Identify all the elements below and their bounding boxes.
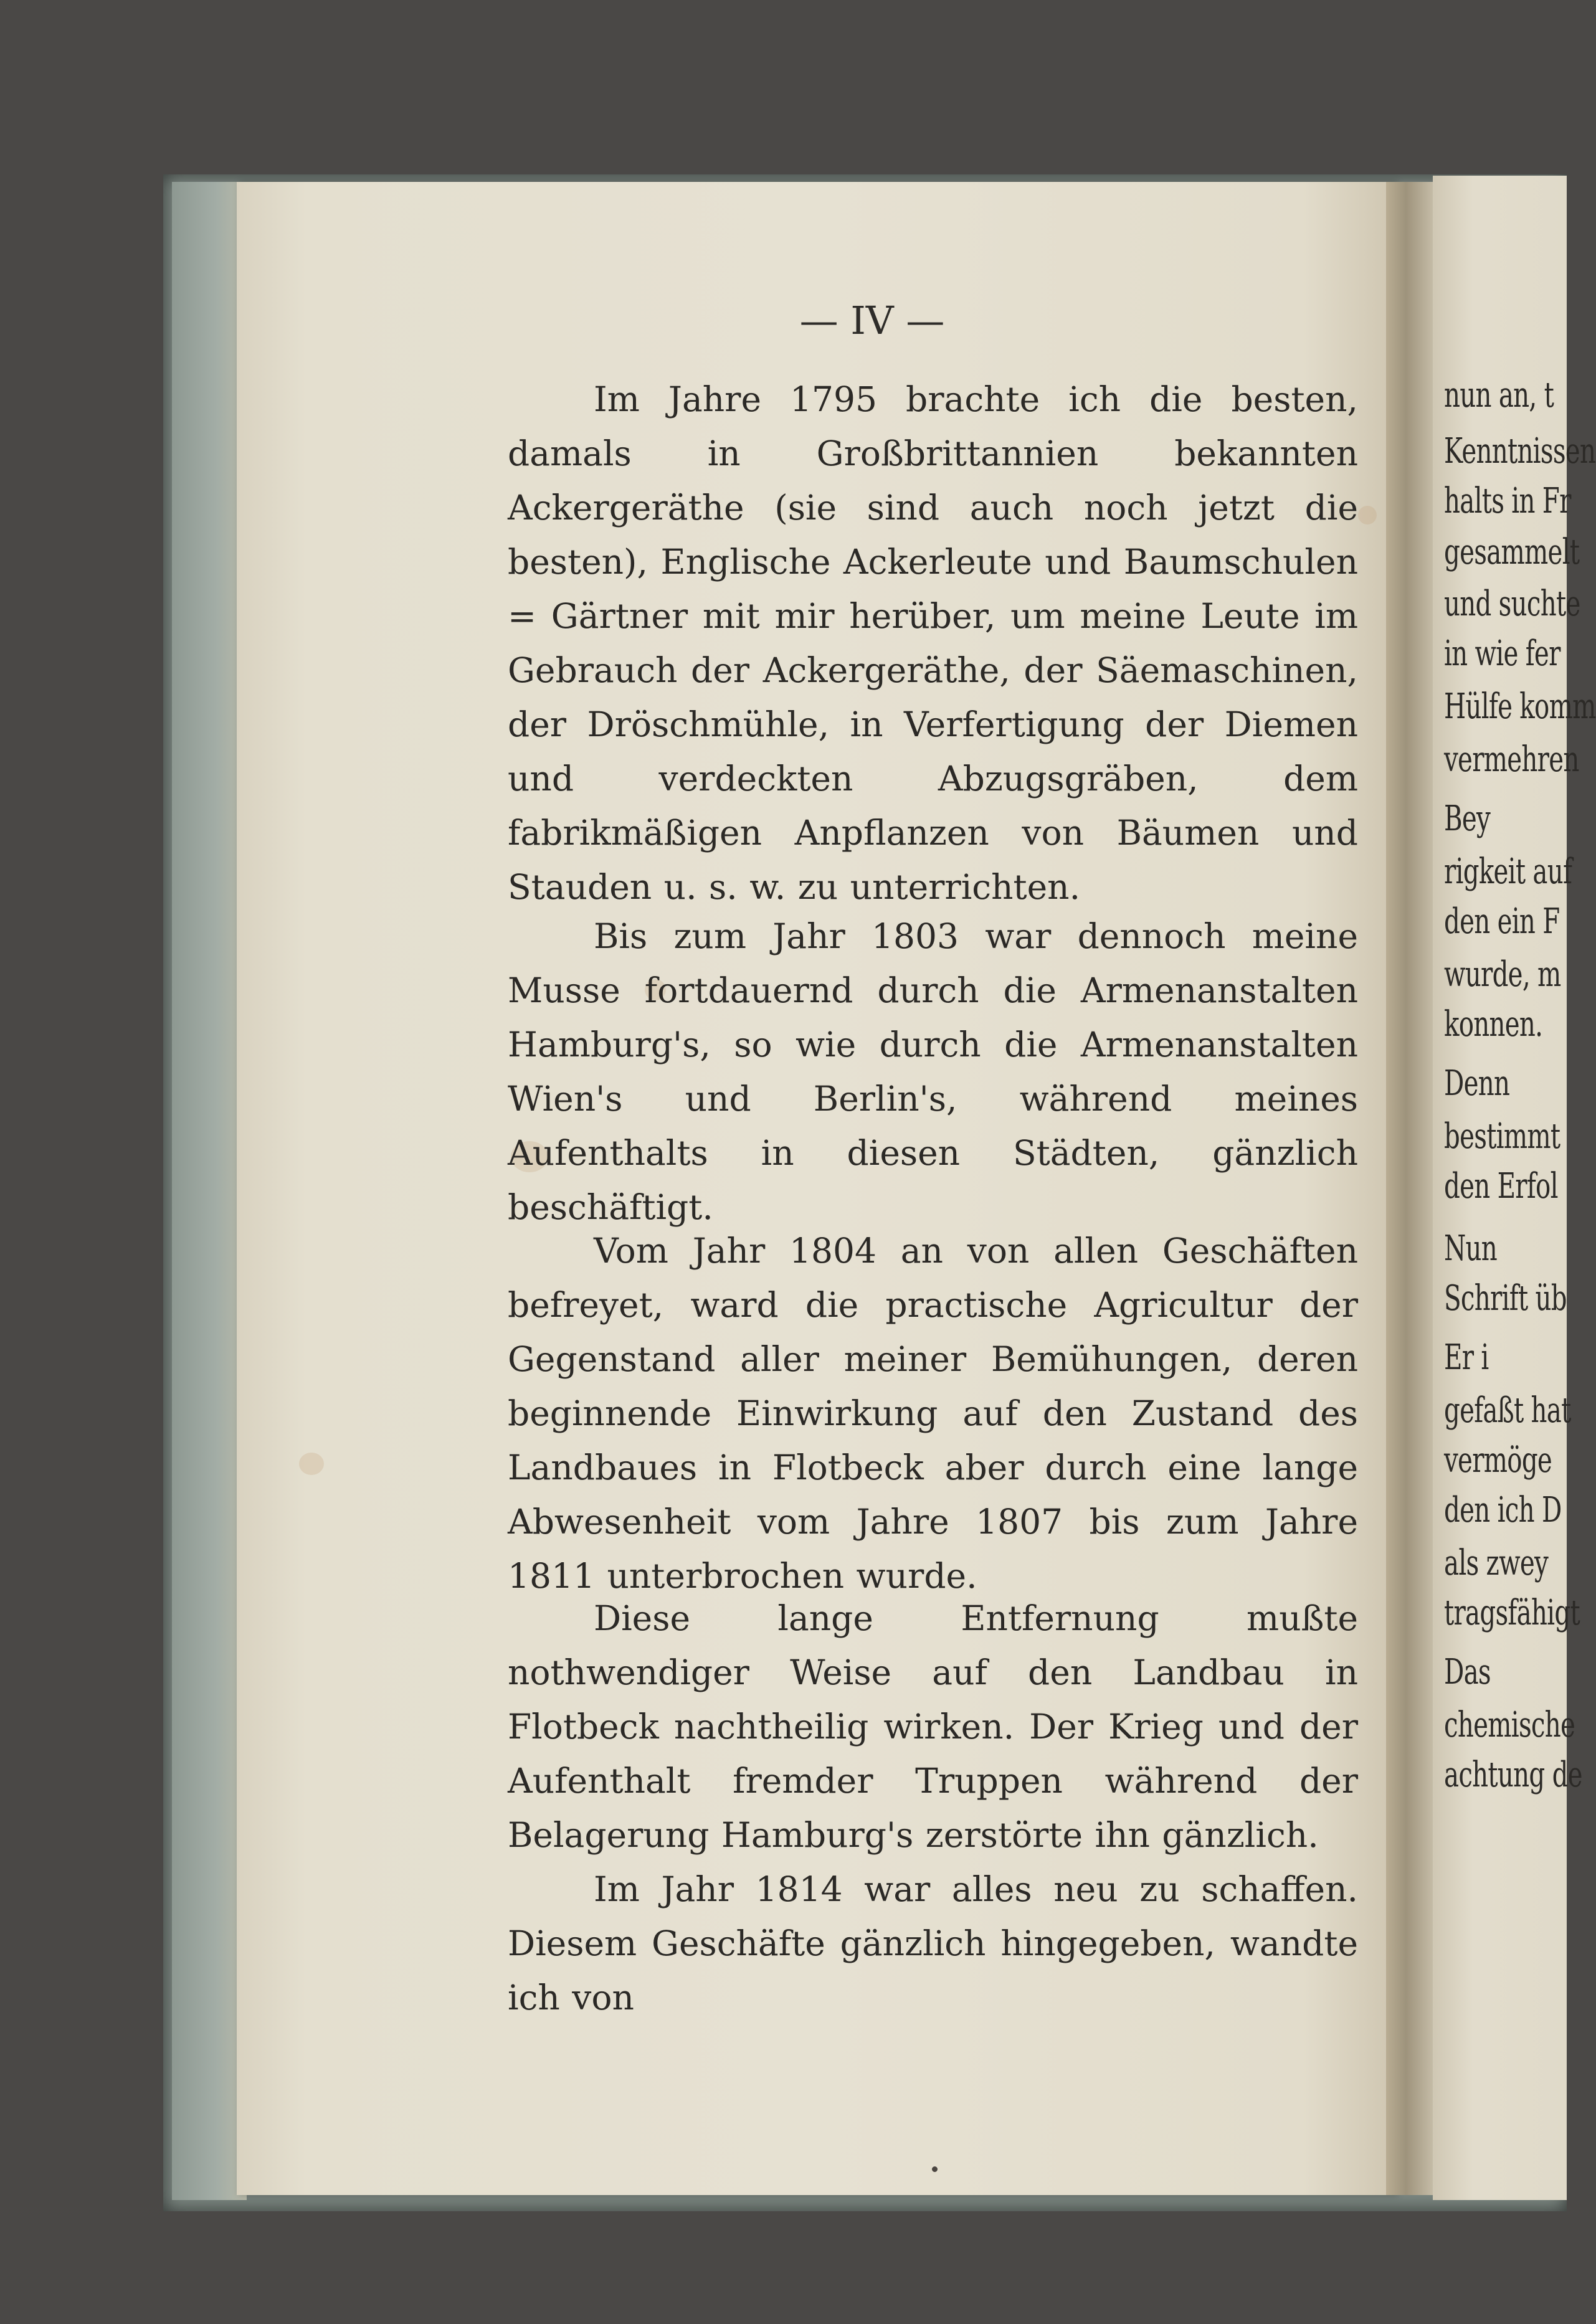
adjacent-page-line: den ich D bbox=[1444, 1490, 1562, 1530]
adjacent-page-line: Denn bbox=[1444, 1063, 1510, 1104]
adjacent-page-line: nun an, t bbox=[1444, 375, 1554, 415]
adjacent-page-line: Hülfe komm bbox=[1444, 686, 1596, 727]
book-gutter bbox=[1386, 182, 1436, 2195]
adjacent-page-line: Er i bbox=[1444, 1337, 1489, 1378]
adjacent-page-line: gefaßt hat bbox=[1444, 1390, 1571, 1431]
adjacent-page-line: den ein F bbox=[1444, 901, 1560, 942]
adjacent-page-line: wurde, m bbox=[1444, 954, 1561, 995]
adjacent-page-line: als zwey bbox=[1444, 1543, 1549, 1583]
adjacent-page-line: halts in Fr bbox=[1444, 481, 1571, 521]
paragraph-2: Bis zum Jahr 1803 war dennoch meine Musse fortdauernd durch die Armenanstalten Hamburg's, so wie durch die Armenanstalten Wien's und Berlin's, während meines Aufenthalts in diesen Städten, gänzlich beschäftigt. bbox=[508, 916, 1358, 1227]
adjacent-page-line: Bey bbox=[1444, 799, 1491, 839]
foxing-spot bbox=[299, 1453, 324, 1475]
adjacent-page-line: in wie fer bbox=[1444, 633, 1560, 674]
adjacent-page-line: und suchte bbox=[1444, 584, 1580, 624]
paragraph-4: Diese lange Entfernung mußte nothwendiger Weise auf den Landbau in Flotbeck nachtheilig wirken. Der Krieg und der Aufenthalt fremder Truppen während der Belagerung Hamburg's zerstörte ihn gänzlich. bbox=[508, 1598, 1358, 1855]
adjacent-page-line: vermehren bbox=[1444, 739, 1579, 780]
adjacent-page-line: Kenntnissen bbox=[1444, 431, 1596, 472]
adjacent-page-line: Schrift üb bbox=[1444, 1278, 1567, 1319]
adjacent-page-line: bestimmt bbox=[1444, 1116, 1560, 1157]
foxing-spot bbox=[1358, 506, 1377, 524]
paragraph-5: Im Jahr 1814 war alles neu zu schaffen. Diesem Geschäfte gänzlich hingegeben, wandte ich von bbox=[508, 1869, 1358, 2018]
ink-dot bbox=[932, 2166, 938, 2172]
adjacent-page-line: Nun bbox=[1444, 1228, 1498, 1269]
adjacent-page-line: vermöge bbox=[1444, 1440, 1552, 1481]
adjacent-page-line: chemische bbox=[1444, 1705, 1575, 1745]
adjacent-page bbox=[1433, 176, 1596, 2200]
paragraph-1: Im Jahre 1795 brachte ich die besten, damals in Großbrittannien bekannten Ackergeräthe (sie sind auch noch jetzt die besten), Englische Ackerleute und Baumschulen = Gärtner mit mir herüber, um meine Leute im Gebrauch der Ackergeräthe, der Säemaschinen, der Dröschmühle, in Verfertigung der Diemen und verdeckten Abzugsgräben, dem fabrikmäßigen Anpflanzen von Bäumen und Stauden u. s. w. zu unterrichten. bbox=[508, 379, 1358, 907]
paragraph-3: Vom Jahr 1804 an von allen Geschäften befreyet, ward die practische Agricultur der Gegenstand aller meiner Bemühungen, deren beginnende Einwirkung auf den Zustand des Landbaues in Flotbeck aber durch eine lange Abwesenheit vom Jahre 1807 bis zum Jahre 1811 unterbrochen wurde. bbox=[508, 1231, 1358, 1596]
adjacent-page-line: konnen. bbox=[1444, 1004, 1543, 1045]
adjacent-page-line: rigkeit auf bbox=[1444, 851, 1572, 892]
adjacent-page-line: gesammelt bbox=[1444, 532, 1580, 572]
adjacent-page-line: tragsfähigt bbox=[1444, 1593, 1580, 1633]
adjacent-page-line: den Erfol bbox=[1444, 1166, 1558, 1207]
adjacent-page-line: achtung de bbox=[1444, 1755, 1582, 1795]
cover-edge bbox=[172, 182, 247, 2200]
running-head: — IV — bbox=[799, 298, 945, 343]
adjacent-page-line: Das bbox=[1444, 1652, 1491, 1692]
